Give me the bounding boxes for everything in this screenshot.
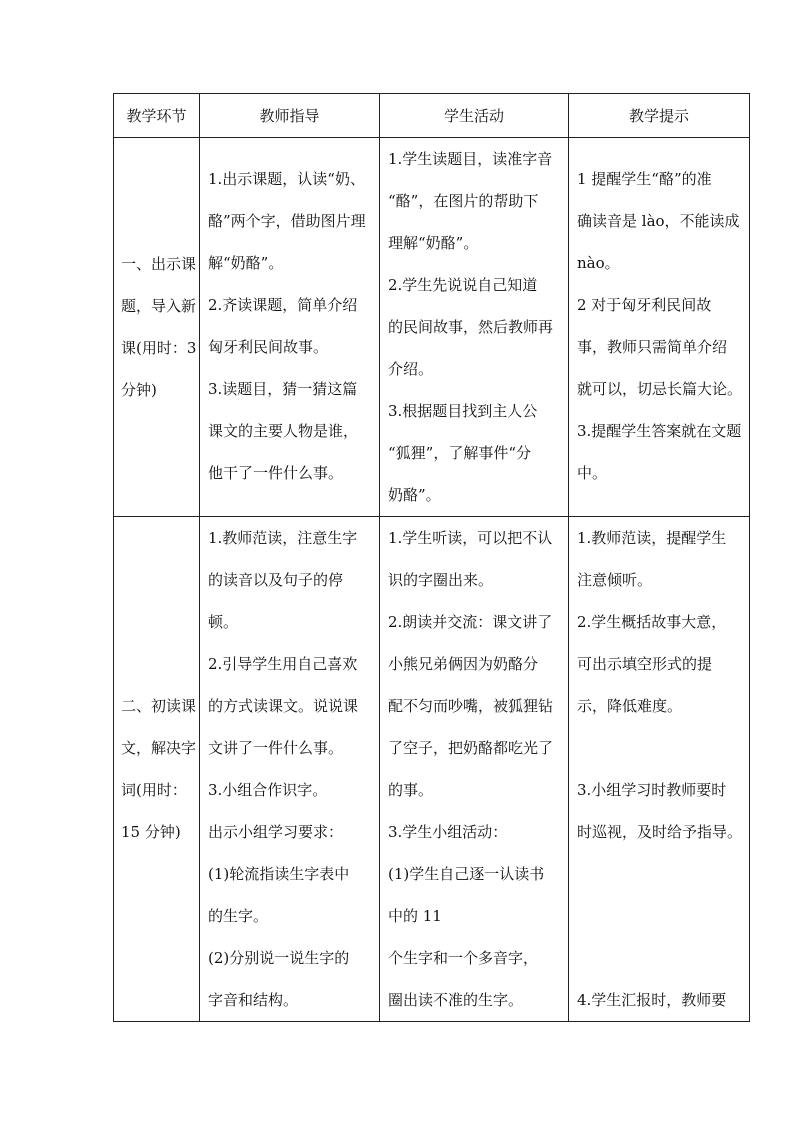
cell-line: 题，导入新 xyxy=(121,297,197,315)
cell-line: 15 分钟) xyxy=(121,823,181,841)
cell-line: 中。 xyxy=(577,464,608,482)
header-teacher: 教师指导 xyxy=(200,94,380,138)
cell-line: 3.学生小组活动： xyxy=(388,823,508,841)
tips-cell xyxy=(569,517,750,1022)
cell-line: 识的字圈出来。 xyxy=(388,571,494,589)
cell-line: nào。 xyxy=(577,254,620,272)
cell-line: 文，解决字 xyxy=(121,739,197,757)
cell-line xyxy=(577,895,743,937)
cell-line: 1.教师范读，注意生字 xyxy=(208,529,358,547)
cell-line: 中的 11 xyxy=(388,907,442,925)
cell-line: 1.出示课题，认读“奶、 xyxy=(208,170,365,188)
cell-line: 他干了一件什么事。 xyxy=(208,464,344,482)
cell-line: 的方式读课文。说说课 xyxy=(208,697,359,715)
cell-line: 介绍。 xyxy=(388,360,434,378)
cell-line: 圈出读不准的生字。 xyxy=(388,991,524,1009)
cell-line: 词(用时： xyxy=(121,781,187,799)
cell-line: 小熊兄弟俩因为奶酪分 xyxy=(388,655,539,673)
cell-line: 3.提醒学生答案就在文题 xyxy=(577,422,742,440)
cell-line: 的事。 xyxy=(388,781,434,799)
stage-cell xyxy=(114,138,200,517)
cell-line: 课(用时：3 xyxy=(121,339,197,357)
cell-line: 3.读题目，猜一猜这篇 xyxy=(208,380,358,398)
cell-line: (1)轮流指读生字表中 xyxy=(208,865,350,883)
cell-line: 顿。 xyxy=(208,613,239,631)
cell-line: 匈牙利民间故事。 xyxy=(208,338,329,356)
cell-line: 2.引导学生用自己喜欢 xyxy=(208,655,358,673)
cell-line: 2.齐读课题，简单介绍 xyxy=(208,296,358,314)
cell-line: 可出示填空形式的提 xyxy=(577,655,713,673)
cell-line: 理解“奶酪”。 xyxy=(388,234,479,252)
cell-line: 示，降低难度。 xyxy=(577,697,683,715)
cell-line: 注意倾听。 xyxy=(577,571,653,589)
cell-line: 时巡视，及时给予指导。 xyxy=(577,823,743,841)
cell-line xyxy=(577,727,743,769)
teacher-cell xyxy=(200,138,380,517)
cell-line: 字音和结构。 xyxy=(208,991,299,1009)
cell-line xyxy=(577,853,743,895)
cell-line: 一、出示课 xyxy=(121,255,197,273)
cell-line: 了空子，把奶酪都吃光了 xyxy=(388,739,554,757)
cell-line: 的读音以及句子的停 xyxy=(208,571,344,589)
cell-line: 事，教师只需简单介绍 xyxy=(577,338,728,356)
cell-line: “酪”，在图片的帮助下 xyxy=(388,192,539,210)
student-cell xyxy=(380,517,569,1022)
cell-line: 出示小组学习要求： xyxy=(208,823,344,841)
cell-line: 文讲了一件什么事。 xyxy=(208,739,344,757)
lesson-plan-table xyxy=(113,93,750,1022)
cell-line: 3.根据题目找到主人公 xyxy=(388,402,538,420)
student-cell xyxy=(380,138,569,517)
cell-line: 2 对于匈牙利民间故 xyxy=(577,296,712,314)
cell-line: 1.学生听读，可以把不认 xyxy=(388,529,553,547)
header-stage: 教学环节 xyxy=(114,94,200,138)
cell-line: 个生字和一个多音字， xyxy=(388,949,539,967)
cell-line: 分钟) xyxy=(121,381,157,399)
cell-line: 1.学生读题目，读准字音 xyxy=(388,150,553,168)
cell-line: 3.小组合作识字。 xyxy=(208,781,328,799)
cell-line: 3.小组学习时教师要时 xyxy=(577,781,727,799)
cell-line: 二、初读课 xyxy=(121,697,197,715)
cell-line: 就可以，切忌长篇大论。 xyxy=(577,380,743,398)
cell-line: 2.学生先说说自己知道 xyxy=(388,276,538,294)
cell-line: 确读音是 lào，不能读成 xyxy=(577,212,740,230)
table-row xyxy=(114,138,750,517)
cell-line: “狐狸”，了解事件“分 xyxy=(388,444,532,462)
header-tips: 教学提示 xyxy=(569,94,750,138)
table-header-row xyxy=(114,94,750,138)
cell-line: 1.教师范读，提醒学生 xyxy=(577,529,727,547)
cell-line: 4.学生汇报时，教师要 xyxy=(577,991,727,1009)
stage-cell xyxy=(114,517,200,1022)
teacher-cell xyxy=(200,517,380,1022)
table-row xyxy=(114,517,750,1022)
tips-cell xyxy=(569,138,750,517)
cell-line xyxy=(577,937,743,979)
cell-line: 配不匀而吵嘴，被狐狸钻 xyxy=(388,697,554,715)
cell-line: 酪”两个字，借助图片理 xyxy=(208,212,366,230)
cell-line: 奶酪”。 xyxy=(388,486,441,504)
cell-line: 的民间故事，然后教师再 xyxy=(388,318,554,336)
cell-line: 2.朗读并交流：课文讲了 xyxy=(388,613,553,631)
cell-line: 解“奶酪”。 xyxy=(208,254,284,272)
cell-line: 课文的主要人物是谁， xyxy=(208,422,359,440)
cell-line: (2)分别说一说生字的 xyxy=(208,949,350,967)
cell-line: 的生字。 xyxy=(208,907,269,925)
cell-line: (1)学生自己逐一认读书 xyxy=(388,865,545,883)
cell-line: 1 提醒学生“酪”的准 xyxy=(577,170,712,188)
cell-line: 2.学生概括故事大意， xyxy=(577,613,727,631)
header-student: 学生活动 xyxy=(380,94,569,138)
